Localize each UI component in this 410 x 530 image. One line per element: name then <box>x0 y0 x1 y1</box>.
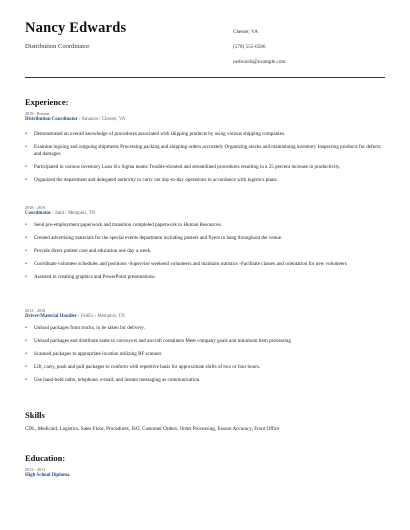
job-bullet-list <box>25 222 385 281</box>
job-bullet: • Demonstrated an overall knowledge of procedures associated with shipping products by using various shipping companies. <box>25 131 385 138</box>
education-degree: High School Diploma <box>25 473 70 478</box>
job-company-location: / Amazon / Chester, VA <box>77 117 126 122</box>
skills-heading: Skills <box>25 410 45 420</box>
job-role-line <box>25 211 385 216</box>
job-entry <box>25 111 385 184</box>
job-bullet: • Scanned packages to appropriate location utilizing RF scanner. <box>25 351 385 358</box>
experience-heading: Experience: <box>25 97 69 107</box>
job-bullet-list <box>25 131 385 184</box>
skills-list: CDL, Medicaid, Logistics, Sales Floor, Procedures, ISO, Customer Orders, Order Processing, Ensure Accuracy, Front Office <box>25 426 280 432</box>
job-bullet: • Unload packages from trucks, to be taken for delivery. <box>25 325 385 332</box>
candidate-title: Distribution Coordinator <box>25 43 90 50</box>
job-bullet: • Assisted in creating graphics and PowerPoint presentations. <box>25 274 385 281</box>
job-bullet: • Unload packages and distribute same to conveyors and aircraft containers Meet company goals and minimum item processing <box>25 338 385 345</box>
job-bullet: • Created advertising materials for the special events department including posters and flyers to hang throughout the venue. <box>25 235 385 242</box>
job-role: Distribution Coordinator <box>25 117 78 122</box>
job-company-location: / Jabil / Memphis, TN <box>51 211 96 216</box>
job-dates: 2013 - 2018 <box>25 308 46 313</box>
job-role: Coordinator <box>25 211 52 216</box>
contact-email[interactable]: nedwards@example.com <box>233 59 286 65</box>
job-bullet: • Participated in various inventory Lean Six Sigma teams Trouble-shouted and streamlined procedures resulting in a 25 percent increase in productivity. <box>25 164 385 171</box>
education-heading: Education: <box>25 453 66 463</box>
job-bullet: • Lift, carry, push and pull packages to conform with repetitive basis for approximate shifts of two or four hours. <box>25 364 385 371</box>
contact-phone: (570) 555-6586 <box>233 44 266 50</box>
contact-location: Chester, VA <box>233 29 258 35</box>
job-bullet: • Organized the department and delegated authority to carry out day-to-day operations in accordance with logistics plans. <box>25 177 385 184</box>
job-bullet: • Coordinate volunteer schedules and positions -Supervise weekend volunteers and maintain statistics -Facilitate classes and orientation for new volunteers <box>25 261 385 268</box>
job-dates: 2019 - Present <box>25 111 50 116</box>
job-role-line <box>25 314 385 319</box>
job-bullet-list <box>25 325 385 384</box>
job-bullet: • Send pre-employment paperwork and transition completed paperwork to Human Resources. <box>25 222 385 229</box>
education-entry <box>25 467 70 478</box>
header-divider <box>25 77 385 78</box>
job-bullet: • Examine ingoing and outgoing shipments Processing packing and shipping orders accurately Organizing stocks and maintaining inventory Inspecting products for defects and damages <box>25 144 385 158</box>
candidate-name: Nancy Edwards <box>25 20 127 36</box>
job-bullet: • Use hand-held radio, telephone, e-mail, and instant messaging as communication. <box>25 377 385 384</box>
job-bullet: • Provide direct patient care and education one day a week. <box>25 248 385 255</box>
job-entry <box>25 205 385 281</box>
education-dates: 2013 - 2013 <box>25 467 46 472</box>
job-role-line <box>25 117 385 122</box>
job-role: Driver/Material Handler <box>25 314 78 319</box>
job-dates: 2018 - 2019 <box>25 205 46 210</box>
job-entry <box>25 308 385 384</box>
contact-block <box>233 29 285 74</box>
job-company-location: / FedEx / Memphis, TN <box>77 314 125 319</box>
